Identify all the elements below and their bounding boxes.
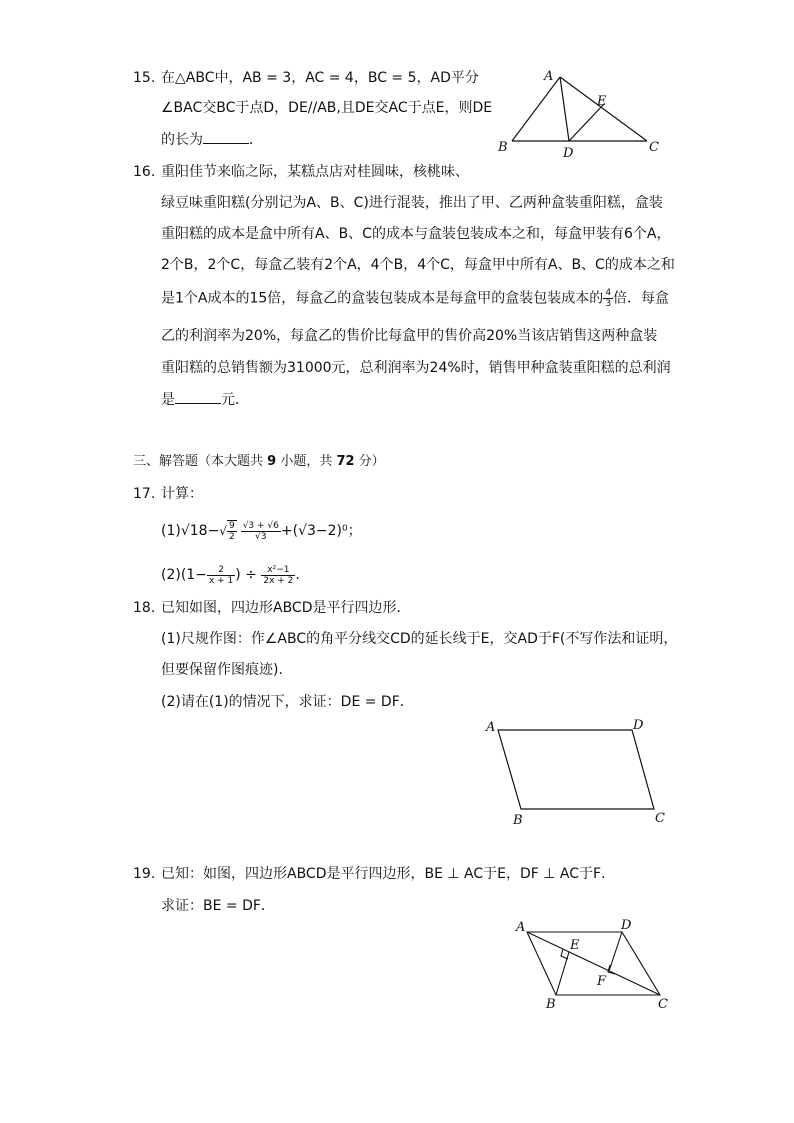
vertex-label-c: C <box>655 811 665 826</box>
fraction-x2-minus-1 <box>261 565 295 586</box>
diagonal-ac <box>527 932 660 995</box>
question-16-line-1: 重阳佳节来临之际，某糕点店对桂圆味，核桃味、 <box>161 164 469 180</box>
question-17-part-1 <box>161 518 362 544</box>
question-count: 9 <box>267 454 277 469</box>
side-ac <box>560 77 647 141</box>
division-sign: ) ÷ <box>235 567 262 583</box>
fraction-four-thirds <box>603 288 613 309</box>
point-label-e: E <box>570 938 580 953</box>
question-15-text: 的长为 <box>161 132 203 148</box>
answer-blank <box>203 131 249 144</box>
section-heading <box>133 452 385 472</box>
fraction-numerator: x²−1 <box>261 565 295 576</box>
question-16-line-5-end: 倍．每盒 <box>613 290 670 307</box>
expr-2-prefix: (2)(1− <box>161 567 207 583</box>
fraction-numerator: 2 <box>207 565 235 576</box>
answer-blank <box>175 391 221 404</box>
question-16-line-3: 重阳糕的成本是盒中所有A、B、C的成本与盒装包装成本之和，每盒甲装有6个A， <box>161 226 671 242</box>
fraction-denominator: x + 1 <box>208 575 234 586</box>
question-15-line-2: ∠BAC交BC于点D，DE//AB,且DE交AC于点E，则DE <box>161 100 493 116</box>
vertex-label-b: B <box>498 140 508 155</box>
fraction-2-over-x-plus-1 <box>207 565 235 586</box>
fraction-numerator: 4 <box>605 288 612 298</box>
question-17-part-2 <box>161 562 300 588</box>
question-16-line-4: 2个B，2个C，每盒乙装有2个A，4个B，4个C，每盒甲中所有A、B、C的成本之和 <box>161 257 675 273</box>
question-16-line-5-text: 是1个A成本的15倍，每盒乙的盒装包装成本是每盒甲的盒装包装成本的 <box>161 290 604 307</box>
question-16-line-6: 乙的利润率为20%，每盒乙的售价比每盒甲的售价高20%当该店销售这两种盒装 <box>161 328 658 344</box>
bisector-ad <box>560 77 569 141</box>
question-16-line-8 <box>161 390 249 410</box>
question-18-part-1-line-1: (1)尺规作图：作∠ABC的角平分线交CD的延长线于E，交AD于F(不写作法和证明， <box>161 631 678 647</box>
question-15-line-3 <box>161 130 263 150</box>
question-18-part-2: (2)请在(1)的情况下，求证：DE = DF． <box>161 694 414 710</box>
sqrt-sign: √ <box>219 524 227 538</box>
fraction-denominator: 3 <box>605 299 612 309</box>
question-18-intro: 已知如图，四边形ABCD是平行四边形． <box>161 600 411 616</box>
vertex-label-d: D <box>621 918 632 933</box>
question-17-title: 计算： <box>161 486 203 502</box>
parallelogram-perpendiculars-figure <box>510 912 680 1012</box>
vertex-label-b: B <box>546 997 556 1012</box>
radical-numerator: √3 + √6 <box>242 520 279 531</box>
vertex-label-b: B <box>513 813 523 828</box>
question-16-line-7: 重阳糕的总销售额为31000元，总利润率为24%时，销售甲种盒装重阳糕的总利润 <box>161 360 671 376</box>
vertex-label-c: C <box>658 997 668 1012</box>
parallelogram-shape <box>498 730 654 809</box>
question-17-number: 17. <box>133 486 156 502</box>
question-19-line-2: 求证：BE = DF． <box>161 898 275 914</box>
vertex-label-a: A <box>516 920 526 935</box>
question-16-line-8-end: 元． <box>221 392 249 408</box>
section-heading-mid: 小题，共 <box>276 454 337 469</box>
question-18-number: 18. <box>133 600 156 616</box>
vertex-label-c: C <box>649 140 659 155</box>
radical-fraction <box>241 521 281 542</box>
vertex-label-a: A <box>486 720 496 735</box>
question-16-line-2: 绿豆味重阳糕(分别记为A、B、C)进行混装，推出了甲、乙两种盒装重阳糕，盒装 <box>161 195 663 211</box>
total-points: 72 <box>336 454 355 469</box>
vertex-label-e: E <box>597 94 607 109</box>
sqrt-fraction <box>227 520 237 542</box>
point-label-f: F <box>597 974 607 989</box>
perpendicular-df <box>609 932 622 971</box>
segment-de <box>569 104 604 141</box>
question-15-line-1: 在△ABC中，AB = 3，AC = 4，BC = 5，AD平分 <box>161 70 479 86</box>
expr-1-suffix: +(√3−2)⁰； <box>280 523 362 539</box>
vertex-label-d: D <box>633 718 644 733</box>
question-16-number: 16. <box>133 164 156 180</box>
expr-2-suffix: . <box>295 567 300 583</box>
sqrt-numerator: 9 <box>228 521 235 531</box>
expr-1-prefix: (1)√18− <box>161 523 220 539</box>
question-16-line-5 <box>161 288 669 309</box>
section-heading-prefix: 三、解答题（本大题共 <box>133 454 268 469</box>
side-ab <box>512 77 560 141</box>
question-15-end: ． <box>249 132 263 148</box>
vertex-label-d: D <box>563 146 574 161</box>
triangle-abc-figure <box>490 62 670 162</box>
question-19-line-1: 已知：如图，四边形ABCD是平行四边形，BE ⊥ AC于E，DF ⊥ AC于F． <box>161 866 616 882</box>
fraction-denominator: 2x + 2 <box>263 575 294 586</box>
parallelogram-abcd-figure <box>480 712 670 830</box>
question-18-part-1-line-2: 但要保留作图痕迹)． <box>161 662 293 678</box>
question-19-number: 19. <box>133 866 156 882</box>
radical-denominator: √3 <box>255 531 267 542</box>
question-16-line-8-text: 是 <box>161 392 175 408</box>
question-15-number: 15. <box>133 70 156 86</box>
sqrt-denominator: 2 <box>228 532 235 542</box>
vertex-label-a: A <box>544 69 554 84</box>
section-heading-suffix: 分） <box>354 454 385 469</box>
